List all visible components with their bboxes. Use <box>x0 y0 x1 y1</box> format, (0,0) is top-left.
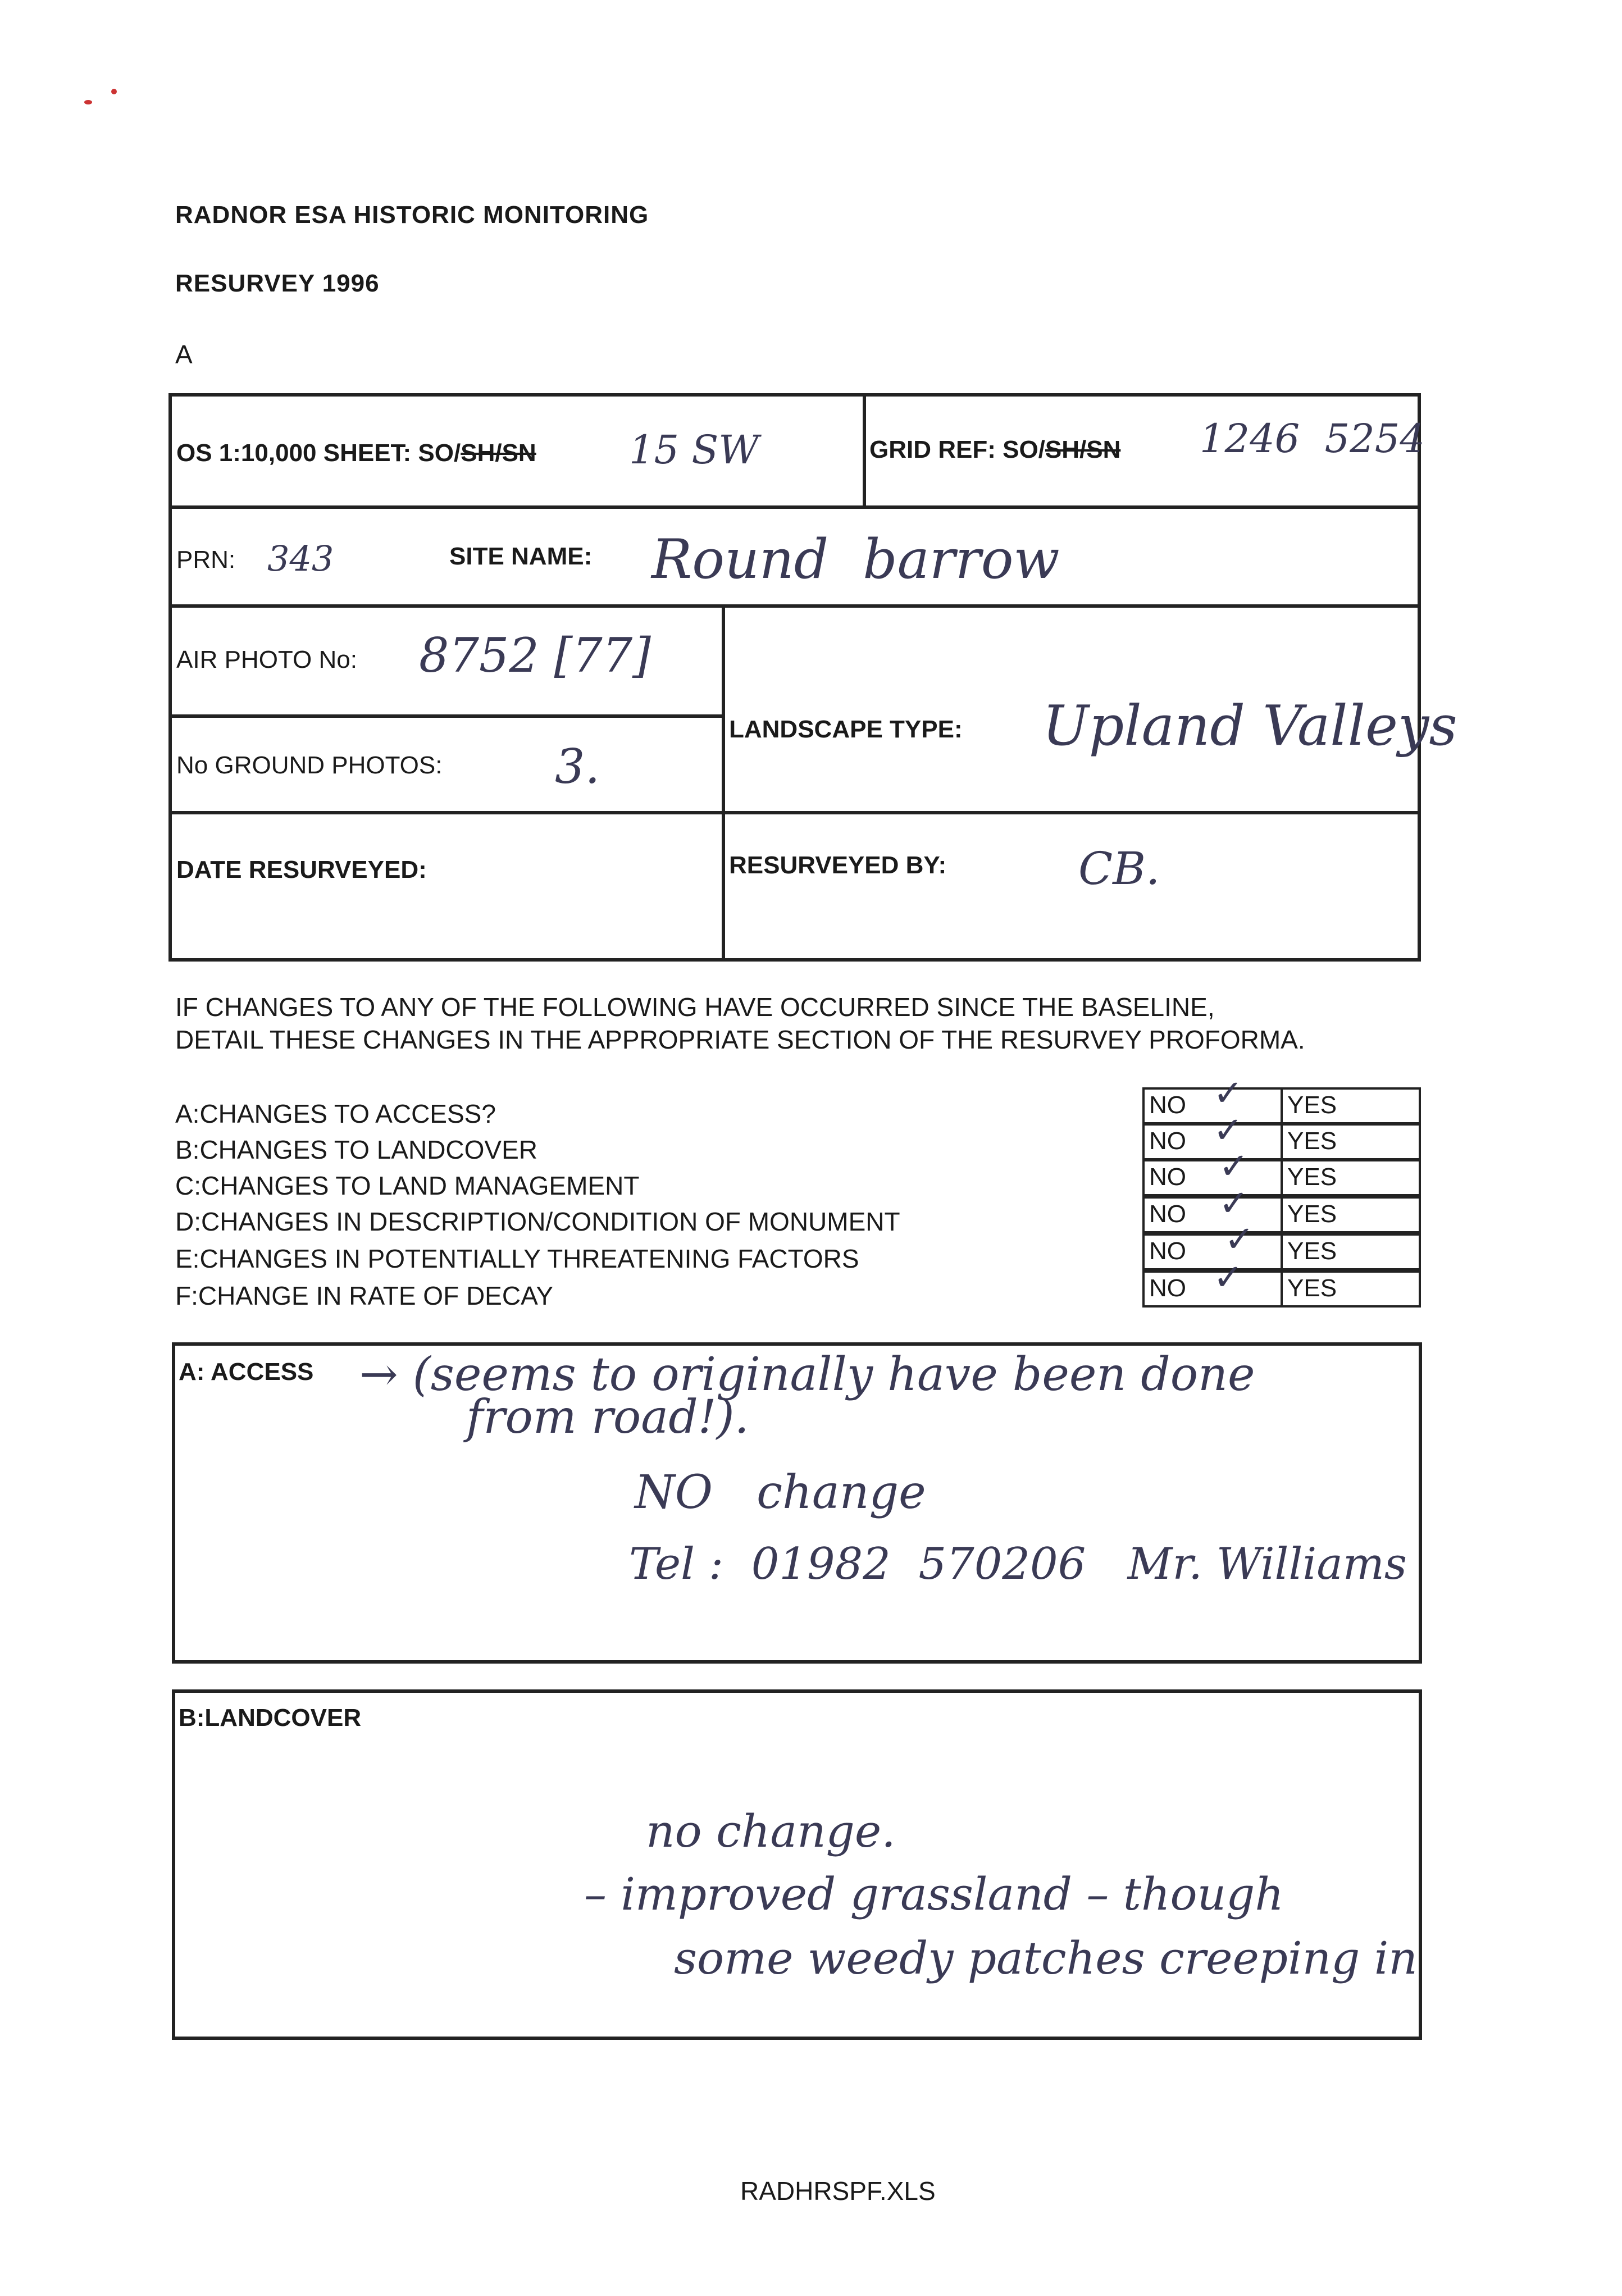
site-name-value: Round barrow <box>651 528 1060 591</box>
site-name-label: SITE NAME: <box>449 543 593 570</box>
instructions-line-1: IF CHANGES TO ANY OF THE FOLLOWING HAVE OCCURRED SINCE THE BASELINE, <box>175 992 1215 1022</box>
landscape-type-label: LANDSCAPE TYPE: <box>729 716 963 743</box>
access-note-line-1: → (seems to originally have been done <box>359 1348 1255 1401</box>
yes-checkbox-threats[interactable]: YES <box>1281 1233 1421 1270</box>
landcover-label: B:LANDCOVER <box>179 1704 362 1732</box>
change-label-access: A:CHANGES TO ACCESS? <box>175 1099 496 1128</box>
prn-label: PRN: <box>176 546 236 573</box>
yes-checkbox-monument[interactable]: YES <box>1281 1196 1421 1233</box>
change-label-monument: D:CHANGES IN DESCRIPTION/CONDITION OF MONUMENT <box>175 1207 900 1236</box>
ground-photos-value: 3. <box>555 739 600 794</box>
page-title: RADNOR ESA HISTORIC MONITORING <box>175 201 649 229</box>
prn-value: 343 <box>267 538 334 579</box>
access-label: A: ACCESS <box>179 1358 314 1386</box>
resurveyed-by-value: CB. <box>1078 842 1160 895</box>
no-checkbox-threats[interactable]: NO <box>1142 1233 1283 1270</box>
grid-ref-label: GRID REF: SO/SH/SN <box>869 436 1121 463</box>
os-sheet-label: OS 1:10,000 SHEET: SO/SH/SN <box>176 439 536 467</box>
landcover-note-line-1: no change. <box>646 1805 896 1857</box>
landcover-note-line-2: – improved grassland – though <box>584 1868 1284 1920</box>
yes-checkbox-decay[interactable]: YES <box>1281 1270 1421 1308</box>
date-resurveyed-label: DATE RESURVEYED: <box>176 856 427 883</box>
no-checkbox-land-management[interactable]: NO <box>1142 1159 1283 1196</box>
landcover-note-line-3: some weedy patches creeping in <box>674 1932 1418 1984</box>
tick-icon: ✓ <box>1213 1110 1243 1151</box>
access-note-line-4: Tel : 01982 570206 Mr. Williams <box>629 1539 1407 1589</box>
tick-icon: ✓ <box>1213 1073 1243 1114</box>
tick-icon: ✓ <box>1219 1183 1249 1224</box>
access-note-line-2: from road!). <box>466 1391 749 1444</box>
yes-checkbox-landcover[interactable]: YES <box>1281 1123 1421 1160</box>
landscape-type-value: Upland Valleys <box>1042 694 1457 758</box>
instructions-line-2: DETAIL THESE CHANGES IN THE APPROPRIATE SECTION OF THE RESURVEY PROFORMA. <box>175 1025 1305 1054</box>
yes-checkbox-land-management[interactable]: YES <box>1281 1159 1421 1196</box>
section-letter: A <box>175 340 193 369</box>
no-checkbox-access[interactable]: NO <box>1142 1087 1283 1124</box>
grid-ref-value: 1246 5254 <box>1200 416 1425 462</box>
change-label-land-management: C:CHANGES TO LAND MANAGEMENT <box>175 1171 640 1200</box>
access-note-line-3: NO change <box>635 1466 926 1519</box>
yes-checkbox-access[interactable]: YES <box>1281 1087 1421 1124</box>
no-checkbox-monument[interactable]: NO <box>1142 1196 1283 1233</box>
page-subtitle: RESURVEY 1996 <box>175 270 380 297</box>
change-label-decay: F:CHANGE IN RATE OF DECAY <box>175 1281 554 1310</box>
footer-filename: RADHRSPF.XLS <box>740 2176 936 2206</box>
landcover-section <box>172 1689 1422 2040</box>
air-photo-label: AIR PHOTO No: <box>176 646 357 673</box>
ground-photos-label: No GROUND PHOTOS: <box>176 751 443 779</box>
tick-icon: ✓ <box>1219 1146 1249 1187</box>
stray-mark <box>84 100 92 104</box>
air-photo-value: 8752 [77] <box>419 628 651 683</box>
os-sheet-value: 15 SW <box>629 427 759 473</box>
resurveyed-by-label: RESURVEYED BY: <box>729 851 947 879</box>
change-label-landcover: B:CHANGES TO LANDCOVER <box>175 1135 538 1164</box>
change-label-threats: E:CHANGES IN POTENTIALLY THREATENING FACTORS <box>175 1244 859 1273</box>
stray-mark <box>111 89 117 94</box>
tick-icon: ✓ <box>1213 1257 1243 1299</box>
no-checkbox-landcover[interactable]: NO <box>1142 1123 1283 1160</box>
no-checkbox-decay[interactable]: NO <box>1142 1270 1283 1308</box>
tick-icon: ✓ <box>1224 1219 1255 1260</box>
